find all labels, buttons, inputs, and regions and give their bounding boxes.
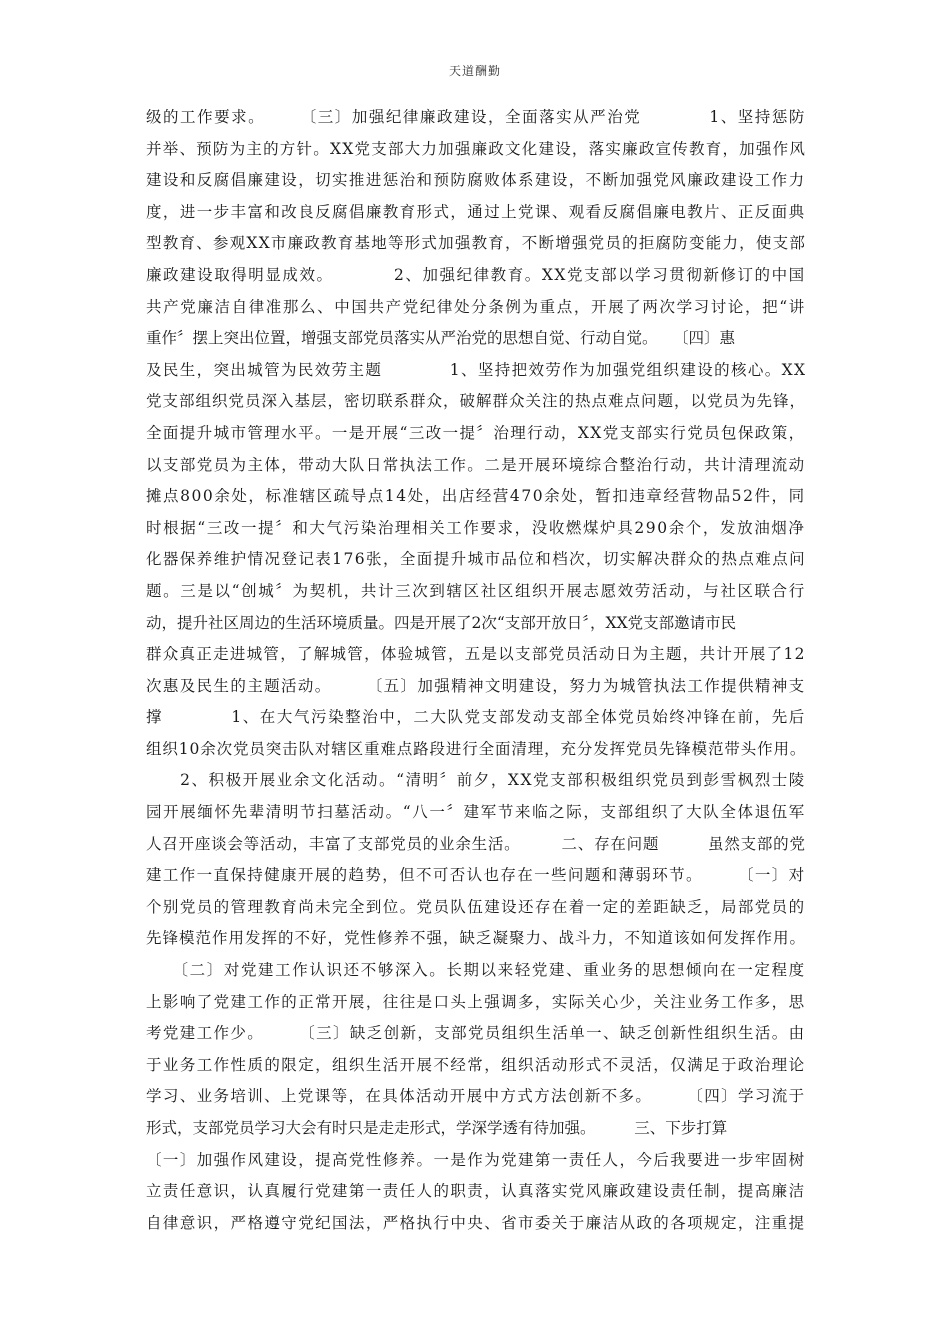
text-line: 形式，支部党员学习大会有时只是走走形式，学深学透有待加强。 三、下步打算 <box>146 1119 728 1137</box>
document-body <box>146 102 806 1239</box>
text-line: 全面提升城市管理水平。一是开展“三改一提〞治理行动，XX党支部实行党员包保政策， <box>146 423 806 442</box>
text-line: 共产党廉洁自律准那么、中国共产党纪律处分条例为重点，开展了两次学习讨论，把“讲 <box>146 297 806 316</box>
text-line: 摊点800余处，标准辖区疏导点14处，出店经营470余处，暂扣违章经营物品52件，同 <box>146 487 806 506</box>
text-line: 考党建工作少。 〔三〕缺乏创新，支部党员组织生活单一、缺乏创新性组织生活。由 <box>146 1024 806 1043</box>
text-line: 建工作一直保持健康开展的趋势，但不可否认也存在一些问题和薄弱环节。 〔一〕对 <box>146 866 806 885</box>
text-line: 题。三是以“创城〞为契机，共计三次到辖区社区组织开展志愿效劳活动，与社区联合行 <box>146 581 806 600</box>
text-line: 学习、业务培训、上党课等，在具体活动开展中方式方法创新不多。 〔四〕学习流于 <box>146 1087 806 1106</box>
text-line: 党支部组织党员深入基层，密切联系群众，破解群众关注的热点难点问题，以党员为先锋， <box>146 392 807 411</box>
text-line: 廉政建设取得明显成效。 2、加强纪律教育。XX党支部以学习贯彻新修订的中国 <box>146 265 806 284</box>
text-line: 重作〞摆上突出位置，增强支部党员落实从严治党的思想自觉、行动自觉。 〔四〕惠 <box>146 329 736 348</box>
text-line: 度，进一步丰富和改良反腐倡廉教育形式，通过上党课、观看反腐倡廉电教片、正反面典 <box>146 202 806 221</box>
text-line: 园开展缅怀先辈清明节扫墓活动。“八一〞建军节来临之际，支部组织了大队全体退伍军 <box>146 803 806 822</box>
text-line: 群众真正走进城管，了解城管，体验城管，五是以支部党员活动日为主题，共计开展了12 <box>146 645 806 664</box>
text-line: 化器保养维护情况登记表176张，全面提升城市品位和档次，切实解决群众的热点难点问 <box>146 550 807 569</box>
text-line: 并举、预防为主的方针。XX党支部大力加强廉政文化建设，落实廉政宣传教育，加强作风 <box>146 139 807 158</box>
text-line: 组织10余次党员突击队对辖区重难点路段进行全面清理，充分发挥党员先锋模范带头作用。 <box>146 739 807 758</box>
text-line: 上影响了党建工作的正常开展，往往是口头上强调多，实际关心少，关注业务工作多，思 <box>146 992 806 1011</box>
text-line: 时根据“三改一提〞和大气污染治理相关工作要求，没收燃煤炉具290余个，发放油烟净 <box>146 518 806 537</box>
page-header: 天道酬勤 <box>448 64 501 78</box>
text-line: 〔一〕加强作风建设，提高党性修养。一是作为党建第一责任人，今后我要进一步牢固树 <box>146 1150 806 1169</box>
text-line: 自律意识，严格遵守党纪国法，严格执行中央、省市委关于廉洁从政的各项规定，注重提 <box>146 1213 806 1232</box>
text-line: 动，提升社区周边的生活环境质量。四是开展了2次“支部开放日〞，XX党支部邀请市民 <box>146 613 737 632</box>
text-line: 个别党员的管理教育尚未完全到位。党员队伍建设还存在着一定的差距缺乏，局部党员的 <box>146 897 806 916</box>
text-line: 于业务工作性质的限定，组织生活开展不经常，组织活动形式不灵活，仅满足于政治理论 <box>146 1055 806 1074</box>
text-line: 2、积极开展业余文化活动。“清明〞前夕，XX党支部积极组织党员到彭雪枫烈士陵 <box>146 771 806 790</box>
text-line: 撑 1、在大气污染整治中，二大队党支部发动支部全体党员始终冲锋在前，先后 <box>146 708 806 727</box>
text-line: 级的工作要求。 〔三〕加强纪律廉政建设，全面落实从严治党 1、坚持惩防 <box>146 108 806 126</box>
text-line: 〔二〕对党建工作认识还不够深入。长期以来轻党建、重业务的思想倾向在一定程度 <box>146 961 806 980</box>
text-line: 人召开座谈会等活动，丰富了支部党员的业余生活。 二、存在问题 虽然支部的党 <box>146 834 806 853</box>
text-line: 及民生，突出城管为民效劳主题 1、坚持把效劳作为加强党组织建设的核心。XX <box>146 360 807 379</box>
text-line: 立责任意识，认真履行党建第一责任人的职责，认真落实党风廉政建设责任制，提高廉洁 <box>146 1182 806 1201</box>
text-line: 型教育、参观XX市廉政教育基地等形式加强教育，不断增强党员的拒腐防变能力，使支部 <box>146 234 807 253</box>
text-line: 次惠及民生的主题活动。 〔五〕加强精神文明建设，努力为城管执法工作提供精神支 <box>146 676 806 695</box>
text-line: 以支部党员为主体，带动大队日常执法工作。二是开展环境综合整治行动，共计清理流动 <box>146 455 806 474</box>
text-line: 建设和反腐倡廉建设，切实推进惩治和预防腐败体系建设，不断加强党风廉政建设工作力 <box>146 171 806 190</box>
text-line: 先锋模范作用发挥的不好，党性修养不强，缺乏凝聚力、战斗力，不知道该如何发挥作用。 <box>146 929 807 948</box>
